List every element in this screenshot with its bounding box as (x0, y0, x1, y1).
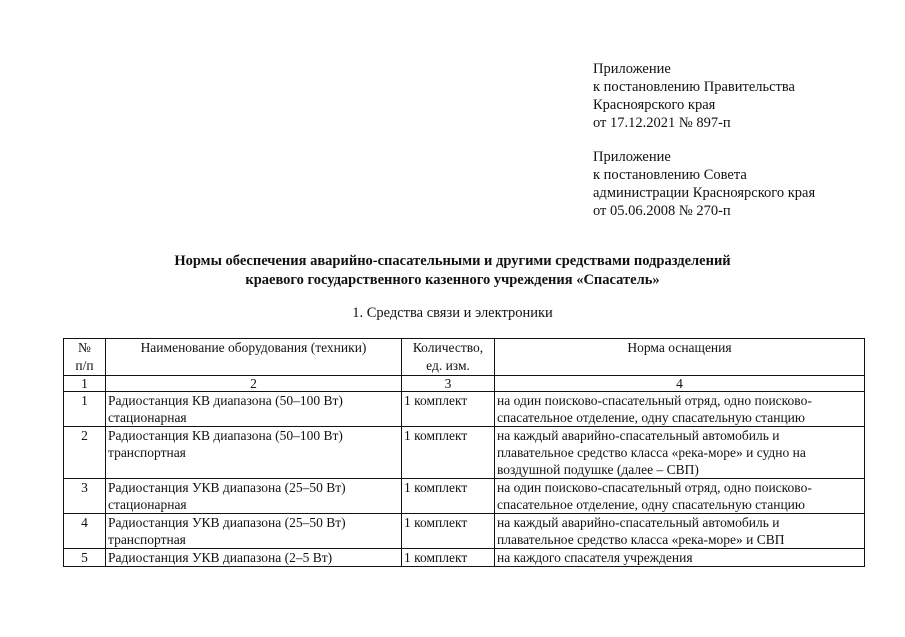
row-name (106, 549, 402, 567)
table-row (64, 427, 865, 479)
row-name-line: стационарная (108, 497, 187, 512)
row-qty: 1 комплект (402, 427, 495, 479)
header-name: Наименование оборудования (техники) (106, 339, 402, 376)
document-title-line: Нормы обеспечения аварийно-спасательными и другими средствами подразделений (174, 253, 731, 269)
row-name-line: транспортная (108, 532, 186, 547)
appendix-line: администрации Красноярского края (593, 185, 816, 201)
column-number: 3 (402, 376, 495, 392)
row-norm-line: на каждый аварийно-спасательный автомобиль и (497, 428, 780, 443)
row-name (106, 479, 402, 514)
appendix-block-council (593, 148, 815, 220)
row-name-line: Радиостанция КВ диапазона (50–100 Вт) (108, 393, 343, 408)
header-num-line: № (78, 340, 91, 355)
row-qty: 1 комплект (402, 392, 495, 427)
row-num: 5 (64, 549, 106, 567)
row-qty: 1 комплект (402, 514, 495, 549)
row-norm (495, 427, 865, 479)
header-qty (402, 339, 495, 376)
table-row (64, 549, 865, 567)
table-row (64, 392, 865, 427)
document-title-line: краевого государственного казенного учреждения «Спасатель» (245, 272, 660, 288)
row-norm (495, 549, 865, 567)
row-name (106, 392, 402, 427)
header-qty-line: Количество, (412, 340, 484, 355)
equipment-table (63, 338, 865, 567)
row-norm-line: на каждый аварийно-спасательный автомобиль и (497, 515, 780, 530)
document-title (0, 252, 905, 290)
row-num: 4 (64, 514, 106, 549)
row-norm-line: плавательное средство класса «река-море» и СВП (497, 532, 785, 547)
row-qty: 1 комплект (402, 549, 495, 567)
row-norm-line: плавательное средство класса «река-море» и судно на (497, 445, 806, 460)
row-name (106, 514, 402, 549)
header-num (64, 339, 106, 376)
row-norm-line: спасательное отделение, одну спасательную станцию (497, 410, 805, 425)
header-norm: Норма оснащения (495, 339, 865, 376)
appendix-block-government (593, 60, 795, 132)
row-name-line: стационарная (108, 410, 187, 425)
row-num: 1 (64, 392, 106, 427)
row-qty: 1 комплект (402, 479, 495, 514)
table-row (64, 514, 865, 549)
appendix-line: от 17.12.2021 № 897-п (593, 115, 731, 131)
appendix-line: к постановлению Совета (593, 167, 747, 183)
header-qty-line: ед. изм. (426, 358, 470, 373)
section-title: 1. Средства связи и электроники (352, 305, 553, 321)
appendix-line: Приложение (593, 61, 671, 77)
row-num: 2 (64, 427, 106, 479)
column-number: 4 (495, 376, 865, 392)
row-name-line: транспортная (108, 445, 186, 460)
column-number: 2 (106, 376, 402, 392)
row-norm-line: на каждого спасателя учреждения (497, 550, 693, 565)
table-row (64, 479, 865, 514)
row-norm-line: на один поисково-спасательный отряд, одно поисково- (497, 480, 812, 495)
table-header-row (64, 339, 865, 376)
row-num: 3 (64, 479, 106, 514)
header-num-line: п/п (75, 358, 94, 373)
row-norm (495, 392, 865, 427)
row-norm-line: спасательное отделение, одну спасательную станцию (497, 497, 805, 512)
row-norm-line: на один поисково-спасательный отряд, одно поисково- (497, 393, 812, 408)
row-norm-line: воздушной подушке (далее – СВП) (497, 462, 699, 477)
appendix-line: от 05.06.2008 № 270-п (593, 203, 731, 219)
row-name-line: Радиостанция УКВ диапазона (2–5 Вт) (108, 550, 333, 565)
row-norm (495, 514, 865, 549)
column-number-row (64, 376, 865, 392)
row-name-line: Радиостанция КВ диапазона (50–100 Вт) (108, 428, 343, 443)
appendix-line: Приложение (593, 149, 671, 165)
appendix-line: к постановлению Правительства (593, 79, 795, 95)
row-norm (495, 479, 865, 514)
column-number: 1 (64, 376, 106, 392)
row-name (106, 427, 402, 479)
appendix-line: Красноярского края (593, 97, 716, 113)
row-name-line: Радиостанция УКВ диапазона (25–50 Вт) (108, 515, 346, 530)
row-name-line: Радиостанция УКВ диапазона (25–50 Вт) (108, 480, 346, 495)
